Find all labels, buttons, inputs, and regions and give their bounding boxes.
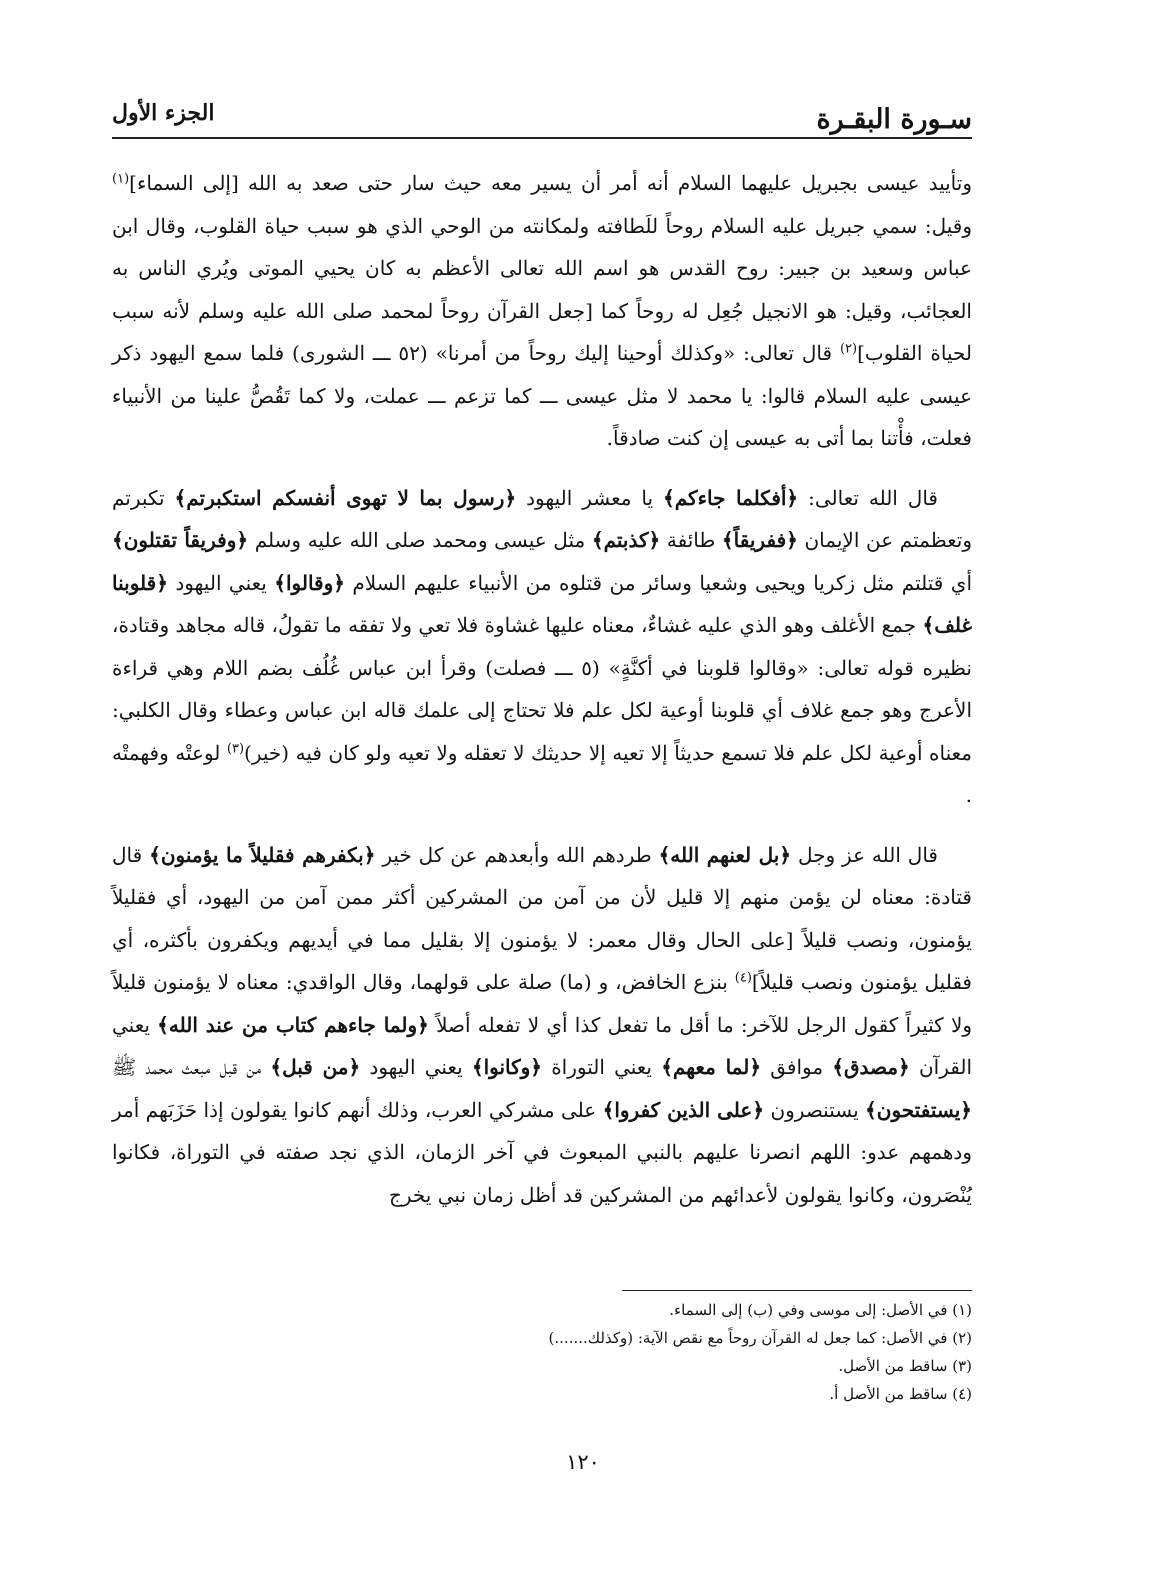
page-number: ١٢٠	[566, 1450, 600, 1474]
p3-text: يعني التوراة	[542, 1055, 662, 1079]
p2-text: يعني اليهود	[167, 570, 275, 595]
quran-quote: ﴿وقالوا﴾	[274, 570, 345, 595]
footnote-2: (٢) في الأصل: كما جعل له القرآن روحاً مع نقص الآية: (وكذلك.......)	[548, 1329, 972, 1347]
quran-quote: ﴿يستفتحون﴾	[865, 1097, 972, 1122]
quran-quote: ﴿ولما جاءهم كتاب من عند الله﴾	[157, 1012, 429, 1037]
p2-text: أي قتلتم مثل زكريا ويحيى وشعيا وسائر من قتلوه من الأنبياء عليهم السلام	[344, 570, 972, 595]
p3-text: بنزع الخافض، و (ما) صلة على قولهما، وقال الواقدي: معناه لا يؤمنون قليلاً ولا كثيراً كقول الرجل للآخر: ما أقل ما تفعل كذا أي لا تفعله أصلاً	[112, 970, 973, 1037]
header-rule	[112, 137, 972, 139]
p2-text: يا معشر اليهود	[516, 485, 664, 510]
footnote-ref-4: (٤)	[734, 970, 752, 986]
paragraph-1	[112, 162, 972, 460]
footnote-4: (٤) ساقط من الأصل أ.	[829, 1385, 972, 1403]
quran-quote: ﴿أفكلما جاءكم﴾	[663, 485, 799, 510]
footnote-ref-3: (٣)	[226, 740, 245, 756]
quran-quote: ﴿مصدق﴾	[832, 1055, 910, 1079]
quran-quote: ﴿ففريقاً﴾	[721, 528, 798, 552]
p1-text-1: وتأييد عيسى بجبريل عليهما السلام أنه أمر أن يسير معه حيث سار حتى صعد به الله [إلى السماء]	[129, 171, 972, 195]
p2-text: طائفة	[660, 528, 722, 552]
quran-quote: ﴿وكانوا﴾	[471, 1055, 543, 1079]
footnote-3: (٣) ساقط من الأصل.	[838, 1357, 972, 1375]
quran-quote: ﴿بكفرهم فقليلاً ما يؤمنون﴾	[149, 842, 376, 867]
p2-text: لوعتْه وفهمتْه .	[112, 740, 972, 807]
footnotes	[500, 1296, 972, 1408]
main-text	[112, 162, 972, 1216]
quran-quote: ﴿على الذين كفروا﴾	[602, 1097, 765, 1122]
surah-title: سـورة البقـرة	[816, 104, 972, 135]
p3-text: على مشركي العرب، وذلك أنهم كانوا يقولون إذا حَزَبَهم أمر ودهمهم عدو: اللهم انصرنا عليهم بالنبي المبعوث في آخر الزمان، الذي نجد صفته في التوراة، فكانوا يُنْصَرون، وكانوا يقولون لأعدائهم من المشركين قد أظل زمان نبي يخرج	[112, 1097, 972, 1207]
footnote-separator	[622, 1290, 972, 1291]
p3-text: يعني اليهود	[360, 1055, 472, 1079]
paragraph-3	[112, 834, 972, 1217]
p3-text: طردهم الله وأبعدهم عن كل خير	[375, 842, 659, 867]
quran-quote: ﴿رسول بما لا تهوى أنفسكم استكبرتم﴾	[174, 485, 517, 510]
p3-text: من قبل مبعث محمد ﷺ	[112, 1055, 271, 1079]
footnote-1: (١) في الأصل: إلى موسى وفي (ب) إلى السماء.	[669, 1301, 972, 1319]
quran-quote: ﴿بل لعنهم الله﴾	[658, 842, 792, 867]
p2-text: قال الله تعالى:	[798, 485, 938, 510]
paragraph-2	[112, 477, 972, 817]
footnote-ref-2: (٢)	[839, 341, 858, 357]
quran-quote: ﴿قلوبنا غلف﴾	[112, 570, 972, 637]
page-header	[112, 92, 972, 140]
p1-text-2: وقيل: سمي جبريل عليه السلام روحاً للَطافته ولمكانته من الوحي الذي هو سبب حياة القلوب، وقال ابن عباس وسعيد بن جبير: روح القدس هو اسم الله تعالى الأعظم به كان يحيي الموتى ويُري الناس به العجائب، وقيل: هو الانجيل جُعِل له روحاً كما [جعل القرآن روحاً لمحمد صلى الله عليه وسلم لأنه سبب لحياة القلوب]	[112, 213, 972, 365]
p3-text: يعني القرآن	[112, 1012, 973, 1079]
p1-text-3: قال تعالى: «وكذلك أوحينا إليك روحاً من أمرنا» (٥٢ ـــ الشورى) فلما سمع اليهود ذكر عيسى عليه السلام قالوا: يا محمد لا مثل عيسى ـــ كما تزعم ـــ عملت، ولا كما تَقُصُّ علينا من الأنبياء فعلت، فأْتنا بما أتى به عيسى إن كنت صادقاً.	[112, 341, 972, 450]
p3-text: قال قتادة: معناه لن يؤمن منهم إلا قليل لأن من آمن من المشركين أكثر ممن آمن من اليهود، أي فقليلاً يؤمنون، ونصب قليلاً [على الحال وقال معمر: لا يؤمنون إلا بقليل مما في أيديهم ويكفرون بأكثره، أي فقليل يؤمنون ونصب قليلاً]	[112, 842, 972, 994]
p3-text: يستنصرون	[764, 1097, 866, 1122]
p2-text: مثل عيسى ومحمد صلى الله عليه وسلم	[248, 528, 592, 552]
p2-text: جمع الأغلف وهو الذي عليه غشاءٌ، معناه عليها غشاوة فلا تعي ولا تفقه ما تقولُ، قاله مجاهد وقتادة، نظيره قوله تعالى: «وقالوا قلوبنا في أكنَّةٍ» (٥ ـــ فصلت) وقرأ ابن عباس غُلُف بضم اللام وهي قراءة الأعرج وهو جمع غلاف أي قلوبنا أوعية لكل علم فلا تحتاج إلى علمك قاله ابن عباس وعطاء وقال الكلبي: معناه أوعية لكل علم فلا تسمع حديثاً إلا تعيه إلا حديثك لا تعقله ولا تعيه ولو كان فيه (خير)	[112, 613, 972, 765]
p3-text: موافق	[761, 1055, 833, 1079]
part-title: الجزء الأول	[112, 100, 215, 126]
quran-quote: ﴿من قبل﴾	[270, 1055, 361, 1079]
quran-quote: ﴿لما معهم﴾	[661, 1055, 762, 1079]
p3-text: قال الله عز وجل	[791, 842, 938, 867]
footnote-ref-1: (١)	[112, 171, 130, 187]
p2-text: تكبرتم وتعظمتم عن الإيمان	[112, 485, 972, 552]
quran-quote: ﴿كذبتم﴾	[591, 528, 661, 552]
quran-quote: ﴿وفريقاً تقتلون﴾	[112, 528, 249, 552]
